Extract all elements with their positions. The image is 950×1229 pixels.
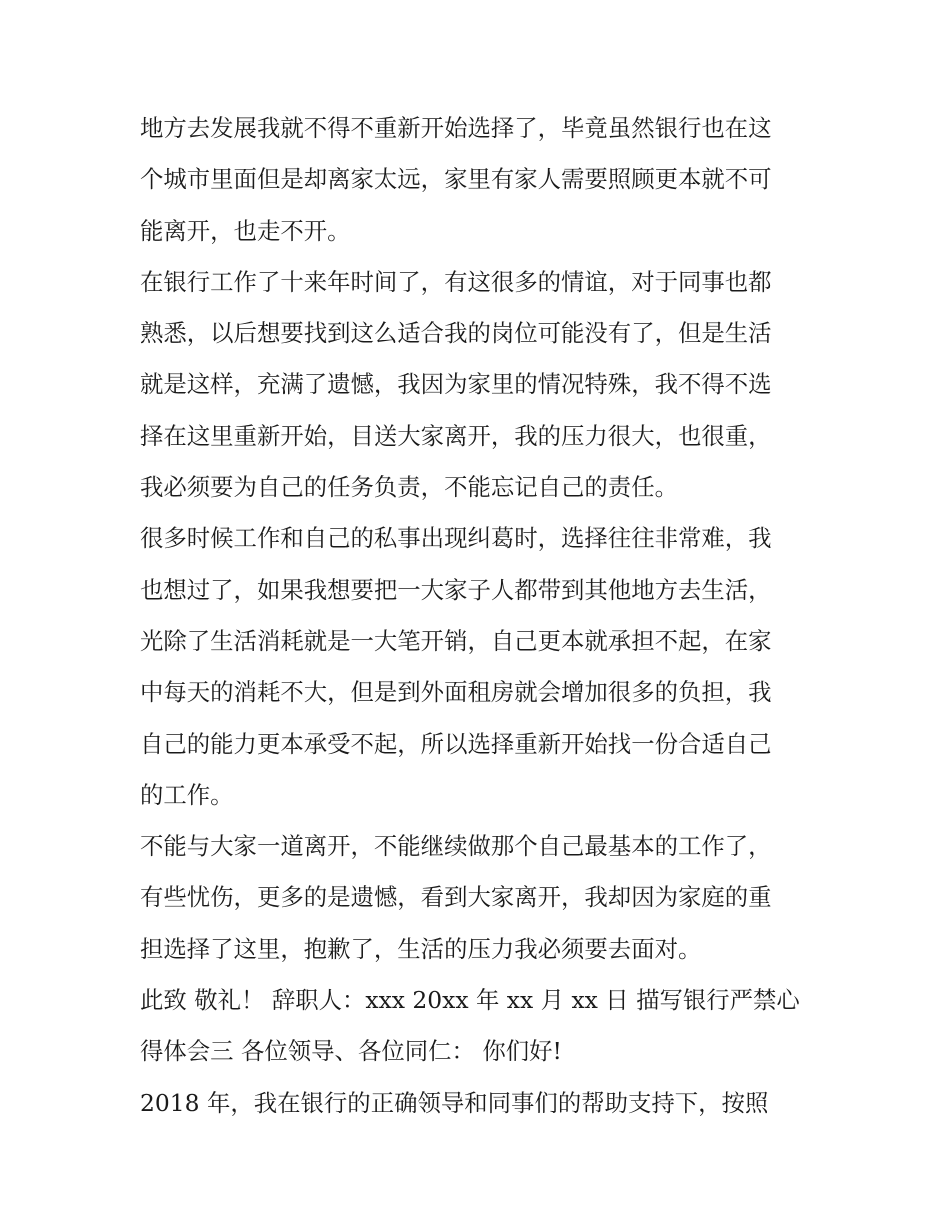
text-line: 个城市里面但是却离家太远，家里有家人需要照顾更本就不可	[140, 165, 772, 194]
paragraph	[140, 103, 820, 257]
paragraph	[140, 257, 820, 513]
document-body	[140, 103, 820, 1129]
text-line: 能离开，也走不开。	[140, 216, 351, 245]
paragraph	[140, 1078, 820, 1129]
text-line: 就是这样，充满了遗憾，我因为家里的情况特殊，我不得不选	[140, 370, 772, 399]
paragraph	[140, 821, 820, 975]
text-line: 中每天的消耗不大，但是到外面租房就会增加很多的负担，我	[140, 678, 772, 707]
text-line: 择在这里重新开始，目送大家离开，我的压力很大，也很重，	[140, 421, 772, 450]
text-line: 很多时候工作和自己的私事出现纠葛时，选择往往非常难，我	[140, 524, 772, 553]
text-line: 得体会三 各位领导、各位同仁： 你们好!	[140, 1037, 562, 1066]
text-line: 有些忧伤，更多的是遗憾，看到大家离开，我却因为家庭的重	[140, 883, 772, 912]
paragraph	[140, 513, 820, 821]
text-line: 光除了生活消耗就是一大笔开销，自己更本就承担不起，在家	[140, 626, 772, 655]
text-line: 在银行工作了十来年时间了，有这很多的情谊，对于同事也都	[140, 267, 772, 296]
text-line: 担选择了这里，抱歉了，生活的压力我必须要去面对。	[140, 934, 702, 963]
text-line: 2018 年，我在银行的正确领导和同事们的帮助支持下，按照	[140, 1088, 769, 1117]
text-line: 此致 敬礼！ 辞职人：xxx 20xx 年 xx 月 xx 日 描写银行严禁心	[140, 986, 800, 1015]
text-line: 自己的能力更本承受不起，所以选择重新开始找一份合适自己	[140, 729, 772, 758]
paragraph	[140, 975, 820, 1078]
text-line: 我必须要为自己的任务负责，不能忘记自己的责任。	[140, 473, 678, 502]
text-line: 的工作。	[140, 780, 234, 809]
text-line: 地方去发展我就不得不重新开始选择了，毕竟虽然银行也在这	[140, 114, 772, 142]
text-line: 不能与大家一道离开，不能继续做那个自己最基本的工作了，	[140, 832, 772, 861]
text-line: 熟悉，以后想要找到这么适合我的岗位可能没有了，但是生活	[140, 319, 772, 348]
text-line: 也想过了，如果我想要把一大家子人都带到其他地方去生活，	[140, 575, 772, 604]
